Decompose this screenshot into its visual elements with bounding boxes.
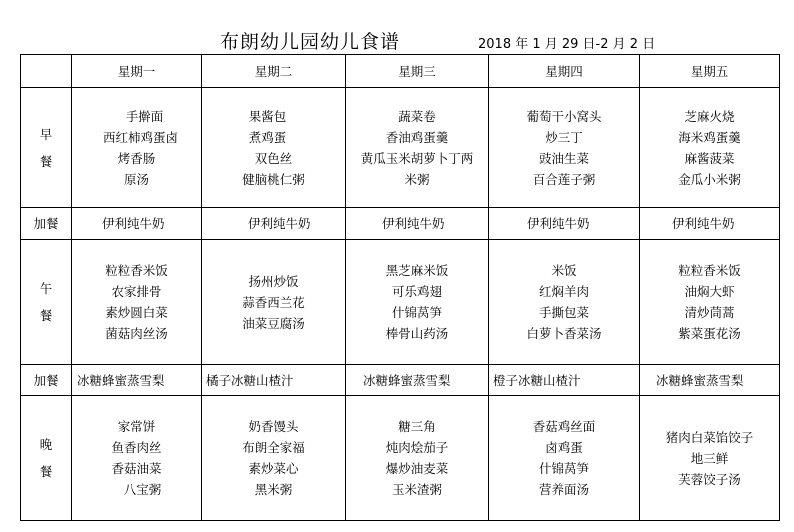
dish: 爆炒油麦菜 (385, 461, 449, 476)
day-header-wednesday: 星期三 (346, 55, 489, 88)
snack-wednesday: 冰糖蜂蜜蒸雪梨 (346, 365, 489, 396)
meal-label-char: 晚 (39, 437, 53, 452)
dish: 紫菜蛋花汤 (678, 326, 741, 341)
dish: 地三鲜 (690, 450, 729, 466)
dish: 卤鸡蛋 (545, 440, 583, 455)
dish: 扬州炒饭 (248, 273, 299, 289)
menu-table (20, 54, 780, 521)
dish: 金瓜小米粥 (678, 171, 741, 187)
snack-wednesday: 伊利纯牛奶 (346, 208, 489, 240)
dish: 手撕包菜 (538, 305, 589, 320)
dish: 黑米粥 (254, 482, 293, 497)
dish: 黄瓜玉米胡萝卜丁两 (360, 150, 474, 166)
meal-label-breakfast (21, 88, 72, 208)
page-title: 布朗幼儿园幼儿食谱 (220, 31, 401, 53)
dish: 玉米渣粥 (391, 482, 442, 497)
dish: 什锦莴笋 (391, 305, 442, 320)
snack-friday: 冰糖蜂蜜蒸雪梨 (640, 365, 780, 396)
dinner-row (21, 396, 780, 521)
dish: 香菇鸡丝面 (532, 419, 596, 434)
lunch-row (21, 240, 780, 365)
dish: 芝麻火烧 (684, 108, 735, 124)
dish: 清炒茼蒿 (684, 305, 735, 320)
dish: 棒骨山药汤 (385, 326, 449, 341)
dish: 奶香馒头 (248, 419, 299, 434)
dish: 八宝粥 (123, 482, 162, 497)
lunch-monday (72, 240, 202, 365)
meal-label-char: 餐 (39, 153, 53, 169)
dinner-tuesday (202, 396, 346, 521)
dish: 百合莲子粥 (532, 171, 596, 187)
meal-label-lunch (21, 240, 72, 365)
dish: 菌菇肉丝汤 (105, 326, 168, 341)
snack-thursday: 橙子冰糖山楂汁 (489, 365, 640, 396)
lunch-friday (640, 240, 780, 365)
dish: 豉油生菜 (538, 150, 589, 166)
dish: 香油鸡蛋羹 (385, 129, 449, 145)
snack-thursday: 伊利纯牛奶 (489, 208, 640, 240)
dish: 布朗全家福 (242, 440, 305, 455)
meal-label-char: 餐 (39, 464, 53, 479)
dish: 猪肉白菜馅饺子 (665, 429, 754, 445)
dish: 烤香肠 (117, 150, 156, 166)
snack-tuesday: 伊利纯牛奶 (202, 208, 346, 240)
dish: 什锦莴笋 (538, 461, 589, 476)
dish: 香菇油菜 (111, 461, 162, 476)
snack-label: 加餐 (21, 365, 72, 396)
dish: 白萝卜香菜汤 (526, 326, 602, 341)
dish: 黑芝麻米饭 (385, 263, 449, 278)
dinner-monday (72, 396, 202, 521)
dish: 葡萄干小窝头 (526, 108, 602, 124)
dish: 可乐鸡翅 (391, 284, 442, 299)
dish: 糖三角 (398, 419, 436, 434)
breakfast-monday (72, 88, 202, 208)
dish: 炒三丁 (545, 129, 583, 145)
snack-monday: 冰糖蜂蜜蒸雪梨 (72, 365, 202, 396)
dish: 农家排骨 (111, 284, 162, 299)
dish: 海米鸡蛋羹 (678, 129, 741, 145)
dish: 原汤 (123, 171, 149, 187)
dish: 米饭 (551, 263, 577, 278)
dish: 芙蓉饺子汤 (678, 471, 741, 487)
breakfast-row (21, 88, 780, 208)
dish: 油焖大虾 (684, 284, 735, 299)
dish: 红焖羊肉 (538, 284, 589, 299)
dish: 果酱包 (248, 108, 287, 124)
morning-snack-row (21, 208, 780, 240)
afternoon-snack-row (21, 365, 780, 396)
dish: 素炒圆白菜 (105, 305, 168, 320)
header-row (21, 55, 780, 88)
dish: 家常饼 (117, 419, 156, 434)
lunch-thursday (489, 240, 640, 365)
dish: 鱼香肉丝 (111, 440, 162, 455)
corner-cell (21, 55, 72, 88)
meal-label-char: 餐 (39, 308, 53, 323)
lunch-wednesday (346, 240, 489, 365)
day-header-tuesday: 星期二 (202, 55, 346, 88)
snack-label: 加餐 (21, 208, 72, 240)
dish: 麻酱菠菜 (684, 150, 735, 166)
dinner-wednesday (346, 396, 489, 521)
dinner-friday (640, 396, 780, 521)
dish: 蔬菜卷 (398, 108, 436, 124)
breakfast-wednesday (346, 88, 489, 208)
meal-label-dinner (21, 396, 72, 521)
dish: 健脑桃仁粥 (242, 171, 305, 187)
snack-monday: 伊利纯牛奶 (72, 208, 202, 240)
day-header-friday: 星期五 (640, 55, 780, 88)
day-header-monday: 星期一 (72, 55, 202, 88)
breakfast-tuesday (202, 88, 346, 208)
dish: 双色丝 (254, 150, 293, 166)
dish: 西红柿鸡蛋卤 (102, 129, 178, 145)
dish: 炖肉烩茄子 (385, 440, 449, 455)
breakfast-thursday (489, 88, 640, 208)
dish: 煮鸡蛋 (248, 129, 287, 145)
dish: 粒粒香米饭 (678, 263, 741, 278)
dish: 油菜豆腐汤 (242, 315, 305, 331)
dish: 粒粒香米饭 (105, 263, 168, 278)
snack-tuesday: 橘子冰糖山楂汁 (202, 365, 346, 396)
day-header-thursday: 星期四 (489, 55, 640, 88)
dish: 素炒菜心 (248, 461, 299, 476)
snack-friday: 伊利纯牛奶 (640, 208, 780, 240)
lunch-tuesday (202, 240, 346, 365)
breakfast-friday (640, 88, 780, 208)
date-range: 2018 年 1 月 29 日-2 月 2 日 (478, 37, 656, 52)
dish: 蒜香西兰花 (242, 294, 305, 310)
dish: 营养面汤 (538, 482, 589, 497)
dish: 米粥 (404, 171, 430, 187)
dinner-thursday (489, 396, 640, 521)
meal-label-char: 早 (39, 126, 53, 142)
meal-label-char: 午 (39, 281, 53, 296)
dish: 手擀面 (125, 108, 164, 124)
